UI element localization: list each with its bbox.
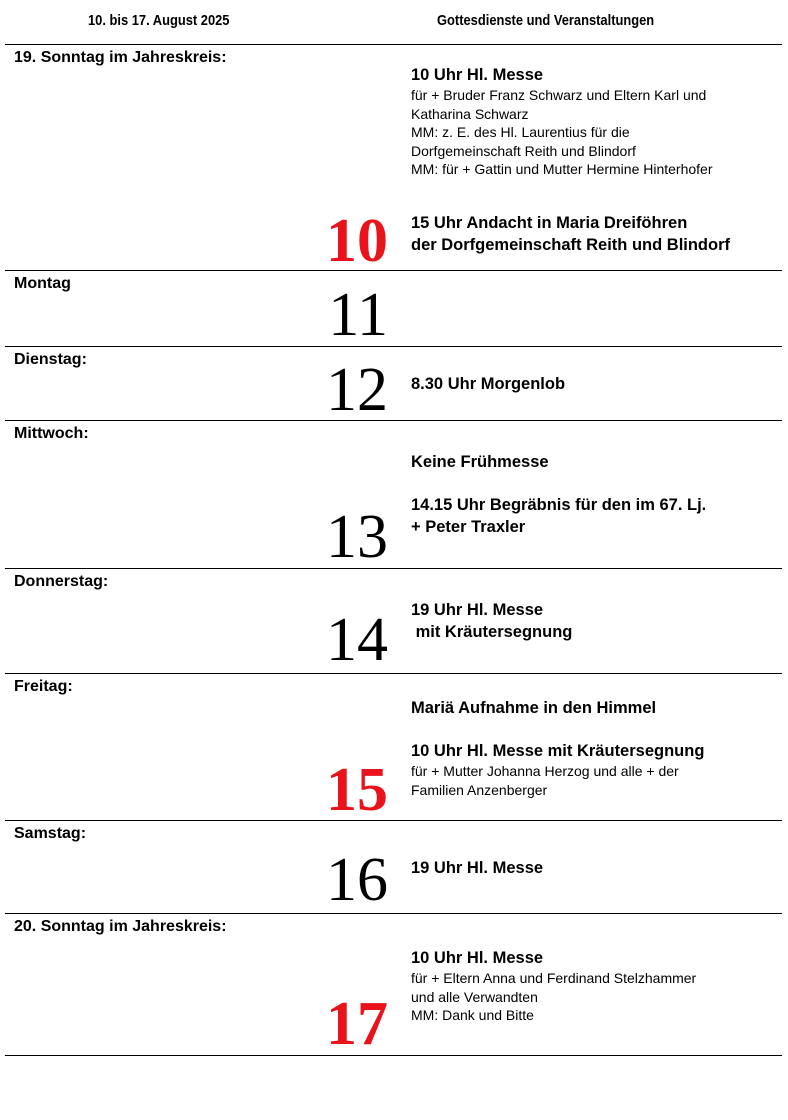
day-name: 20. Sonntag im Jahreskreis:	[14, 918, 227, 935]
day-name: Dienstag:	[14, 351, 87, 368]
page-header	[0, 0, 788, 44]
day-name: Freitag:	[14, 678, 73, 695]
event-title: 10 Uhr Hl. Messe	[411, 66, 544, 84]
day-number: 13	[326, 503, 388, 571]
day-name: Samstag:	[14, 825, 87, 842]
event-detail: für + Eltern Anna und Ferdinand Stelzhammer	[411, 970, 697, 986]
event	[411, 373, 783, 395]
event-detail: Dorfgemeinschaft Reith und Blindorf	[411, 142, 636, 159]
day-name: Donnerstag:	[14, 573, 109, 590]
event-title: 10 Uhr Hl. Messe mit Kräutersegnung	[411, 742, 705, 760]
event	[411, 451, 783, 473]
event-title-line2: der Dorfgemeinschaft Reith und Blindorf	[411, 236, 731, 254]
day-name: Montag	[14, 275, 71, 292]
event-title-line2: + Peter Traxler	[411, 518, 526, 536]
event	[411, 599, 783, 643]
day-number: 11	[328, 281, 388, 349]
day-number: 16	[326, 846, 388, 914]
day-name: 19. Sonntag im Jahreskreis:	[14, 49, 227, 66]
event-title: 14.15 Uhr Begräbnis für den im 67. Lj.	[411, 496, 707, 514]
event-title: 10 Uhr Hl. Messe	[411, 949, 544, 967]
day-number: 10	[326, 207, 388, 275]
event-detail: und alle Verwandten	[411, 988, 538, 1005]
event-detail: MM: Dank und Bitte	[411, 1007, 534, 1023]
event	[411, 697, 783, 719]
event-detail: Familien Anzenberger	[411, 781, 548, 798]
event-detail: für + Bruder Franz Schwarz und Eltern Karl und	[411, 87, 707, 103]
event-detail: Katharina Schwarz	[411, 105, 529, 122]
date-range: 10. bis 17. August 2025	[88, 12, 230, 29]
column-title: Gottesdienste und Veranstaltungen	[437, 12, 655, 29]
day-number: 17	[326, 990, 388, 1058]
event-title: 8.30 Uhr Morgenlob	[411, 375, 566, 393]
day-row-sunday-17	[0, 914, 788, 1058]
event	[411, 64, 783, 179]
event-title-line2: mit Kräutersegnung	[411, 623, 573, 641]
day-row-friday-15	[0, 674, 788, 824]
day-row-saturday-16	[0, 821, 788, 913]
event-detail: für + Mutter Johanna Herzog und alle + der	[411, 763, 679, 779]
event-title: 19 Uhr Hl. Messe	[411, 859, 544, 877]
day-name: Mittwoch:	[14, 425, 89, 442]
day-row-wednesday-13	[0, 421, 788, 571]
day-number: 15	[326, 756, 388, 824]
day-number: 12	[326, 356, 388, 424]
event-detail: MM: z. E. des Hl. Laurentius für die	[411, 124, 630, 140]
event	[411, 740, 783, 799]
event-detail: MM: für + Gattin und Mutter Hermine Hinterhofer	[411, 161, 713, 177]
day-row-sunday-10	[0, 45, 788, 275]
day-row-tuesday-12	[0, 347, 788, 424]
event-title: 19 Uhr Hl. Messe	[411, 601, 544, 619]
day-row-monday-11	[0, 271, 788, 349]
event	[411, 494, 783, 538]
day-row-thursday-14	[0, 569, 788, 673]
event	[411, 947, 783, 1025]
event-title: Keine Frühmesse	[411, 453, 549, 471]
event	[411, 857, 783, 879]
day-number: 14	[326, 606, 388, 674]
event-title: Mariä Aufnahme in den Himmel	[411, 699, 657, 717]
event	[411, 212, 783, 256]
event-title: 15 Uhr Andacht in Maria Dreiföhren	[411, 214, 688, 232]
divider	[5, 1055, 782, 1056]
